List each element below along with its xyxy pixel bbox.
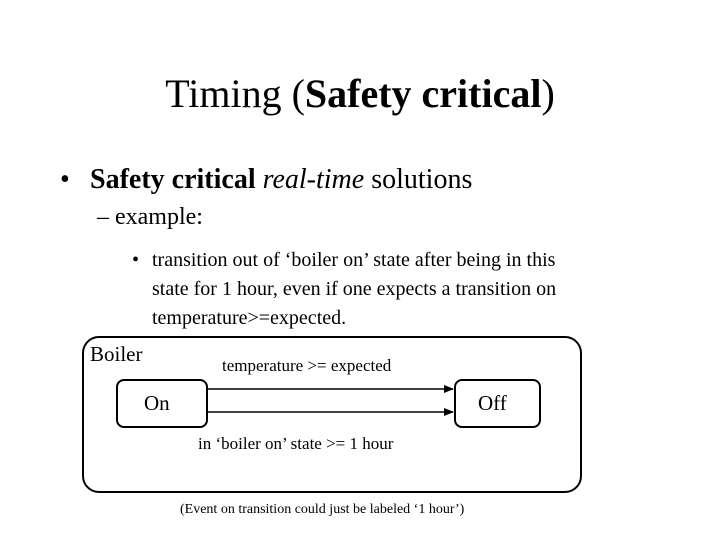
superstate-label: Boiler bbox=[90, 342, 143, 366]
slide-title-bold: Safety critical bbox=[304, 71, 542, 116]
bullet1-italic: real-time bbox=[262, 164, 365, 195]
bullet3-line-1: transition out of ‘boiler on’ state after being in this bbox=[152, 249, 556, 271]
bullet3-marker: • bbox=[132, 249, 140, 271]
diagram-note: (Event on transition could just be labeled ‘1 hour’) bbox=[180, 502, 465, 517]
bullet1-bold: Safety critical bbox=[90, 164, 256, 195]
bullet3-line-3: temperature>=expected. bbox=[152, 307, 347, 329]
state-off-label: Off bbox=[478, 391, 507, 415]
bullet3-line-2: state for 1 hour, even if one expects a transition on bbox=[152, 278, 557, 300]
bullet-level2: – example: bbox=[97, 204, 203, 230]
state-on-label: On bbox=[144, 391, 170, 415]
bullet-marker: • bbox=[60, 164, 70, 195]
slide-title-suffix: ) bbox=[541, 71, 555, 116]
transition-label-hour: in ‘boiler on’ state >= 1 hour bbox=[198, 434, 394, 453]
slide-title-prefix: Timing ( bbox=[165, 71, 305, 116]
bullet1-rest: solutions bbox=[371, 164, 473, 195]
transition-label-temperature: temperature >= expected bbox=[222, 356, 392, 375]
